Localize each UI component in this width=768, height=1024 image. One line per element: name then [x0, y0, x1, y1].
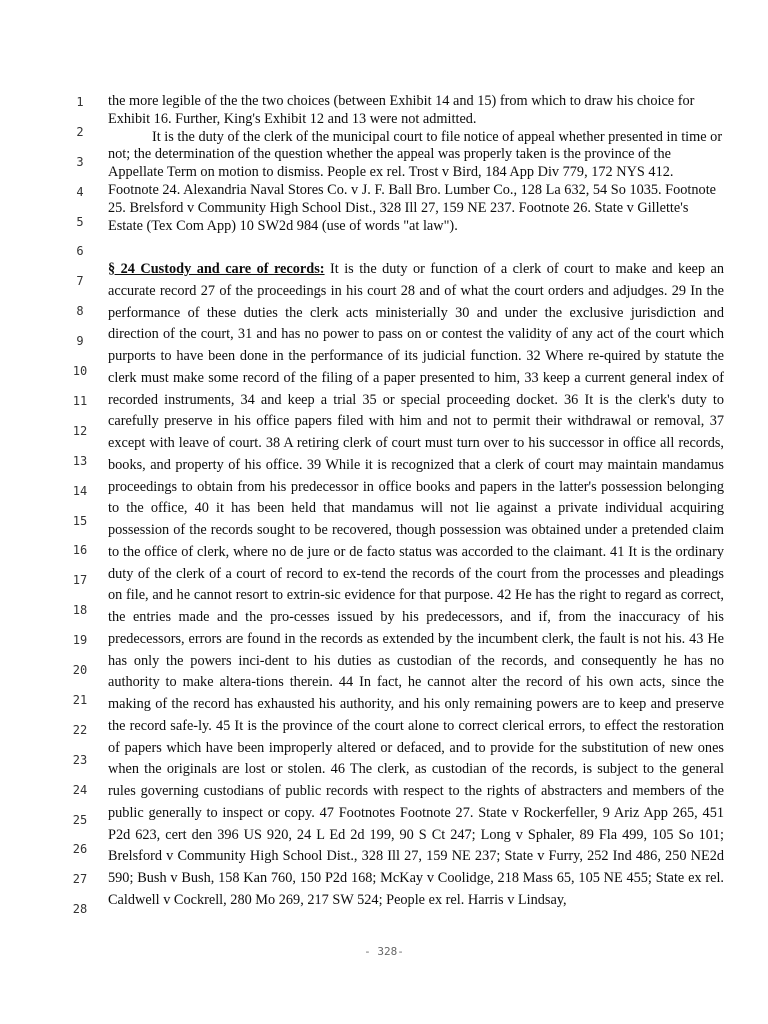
- line-number: 16: [72, 543, 88, 557]
- line-number: 2: [76, 125, 84, 139]
- line-number: 18: [72, 603, 88, 617]
- line-number: 26: [72, 842, 88, 856]
- section-heading: § 24 Custody and care of records:: [108, 261, 325, 277]
- line-number: 28: [72, 902, 88, 916]
- line-number: 21: [72, 693, 88, 707]
- line-number: 11: [72, 394, 88, 408]
- line-number: 17: [72, 573, 88, 587]
- page-number: - 328-: [364, 945, 404, 958]
- line-number: 25: [72, 813, 88, 827]
- section-24: [108, 259, 724, 912]
- line-number-gutter: [0, 0, 100, 940]
- line-number: 14: [72, 484, 88, 498]
- section-text: It is the duty or function of a clerk of court to make and keep an accurate record 27 of the proceedings in his court 28 and of what the court orders and adjudges. 29 In the performance of these duties the clerk acts ministerially 30 and under the exclusive jurisdiction and direction of the court, 31 and has no power to pass on or contest the validity of any act of the court which purports to have been done in the performance of its judicial function. 32 Where re-quired by statute the clerk must make some record of the filing of a paper presented to him, 33 keep a current general index of recorded instruments, 34 and keep a trial 35 or special proceeding docket. 36 It is the clerk's duty to carefully preserve in his office papers filed with him and not to permit their withdrawal or removal, 37 except with leave of court. 38 A retiring clerk of court must turn over to his successor in office all records, books, and property of his office. 39 While it is recognized that a clerk of court may maintain mandamus proceedings to obtain from his predecessor in office books and papers in the latter's possession belonging to the office, 40 it has been held that mandamus will not lie against a private individual acquiring possession of the records sought to be recovered, though possession was obtained under a pretended claim to the office of clerk, where no de jure or de facto status was accorded to the claimant. 41 It is the ordinary duty of the clerk of a court of record to ex-tend the records of the court from the processes and pleadings on file, and he cannot resort to extrin-sic evidence for that purpose. 42 He has the right to regard as correct, the entries made and the pro-cesses issued by his predecessors, and if, from the inaccuracy of his predecessors, errors are found in the records as extended by the incumbent clerk, the fault is not his. 43 He has only the powers inci-dent to his duties as custodian of the records, and consequently he has no authority to make altera-tions therein. 44 In fact, he cannot alter the record of his own acts, since the making of the record has exhausted his authority, and his only remaining powers are to keep and preserve the record safe-ly. 45 It is the province of the court alone to correct clerical errors, to effect the restoration of papers which have been improperly altered or defaced, and to provide for the substitution of new ones when the originals are lost or stolen. 46 The clerk, as custodian of the records, is subject to the general rules governing custodians of public records with respect to the rights of abstracters and members of the public generally to inspect or copy. 47 Footnotes Footnote 27. State v Rockerfeller, 9 Ariz App 265, 451 P2d 623, cert den 396 US 920, 24 L Ed 2d 199, 90 S Ct 247; Long v Sphaler, 89 Fla 499, 105 So 101; Brelsford v Community High School Dist., 328 Ill 27, 159 NE 237; State v Furry, 252 Ind 486, 250 NE2d 590; Bush v Bush, 158 Kan 760, 150 P2d 168; McKay v Coolidge, 218 Mass 65, 105 NE 455; State ex rel. Caldwell v Cockrell, 280 Mo 269, 217 SW 524; People ex rel. Harris v Lindsay,: [108, 261, 724, 908]
- line-number: 8: [76, 304, 84, 318]
- paragraph: the more legible of the the two choices (between Exhibit 14 and 15) from which to draw his choice for Exhibit 16. Further, King's Exhibit 12 and 13 were not admitted.: [108, 93, 695, 127]
- line-number: 9: [76, 334, 84, 348]
- section-paragraph: [108, 259, 724, 912]
- line-number: 6: [76, 244, 84, 258]
- line-number: 10: [72, 364, 88, 378]
- line-number: 27: [72, 872, 88, 886]
- line-number: 7: [76, 274, 84, 288]
- line-number: 20: [72, 663, 88, 677]
- line-number: 13: [72, 454, 88, 468]
- line-number: 23: [72, 753, 88, 767]
- line-number: 4: [76, 185, 84, 199]
- line-number: 24: [72, 783, 88, 797]
- line-number: 12: [72, 424, 88, 438]
- opening-paragraphs: [108, 93, 724, 235]
- line-number: 1: [76, 95, 84, 109]
- line-number: 15: [72, 514, 88, 528]
- paragraph: It is the duty of the clerk of the municipal court to file notice of appeal whether presented in time or not; the determination of the question whether the appeal was properly taken is the province of the Appellate Term on motion to dismiss. People ex rel. Trost v Bird, 184 App Div 779, 172 NYS 412. Footnote 24. Alexandria Naval Stores Co. v J. F. Ball Bro. Lumber Co., 128 La 632, 54 So 1035. Footnote 25. Brelsford v Community High School Dist., 328 Ill 27, 159 NE 237. Footnote 26. State v Gillette's Estate (Tex Com App) 10 SW2d 984 (use of words "at law").: [108, 128, 723, 234]
- line-number: 3: [76, 155, 84, 169]
- line-number: 19: [72, 633, 88, 647]
- line-number: 5: [76, 215, 84, 229]
- line-number: 22: [72, 723, 88, 737]
